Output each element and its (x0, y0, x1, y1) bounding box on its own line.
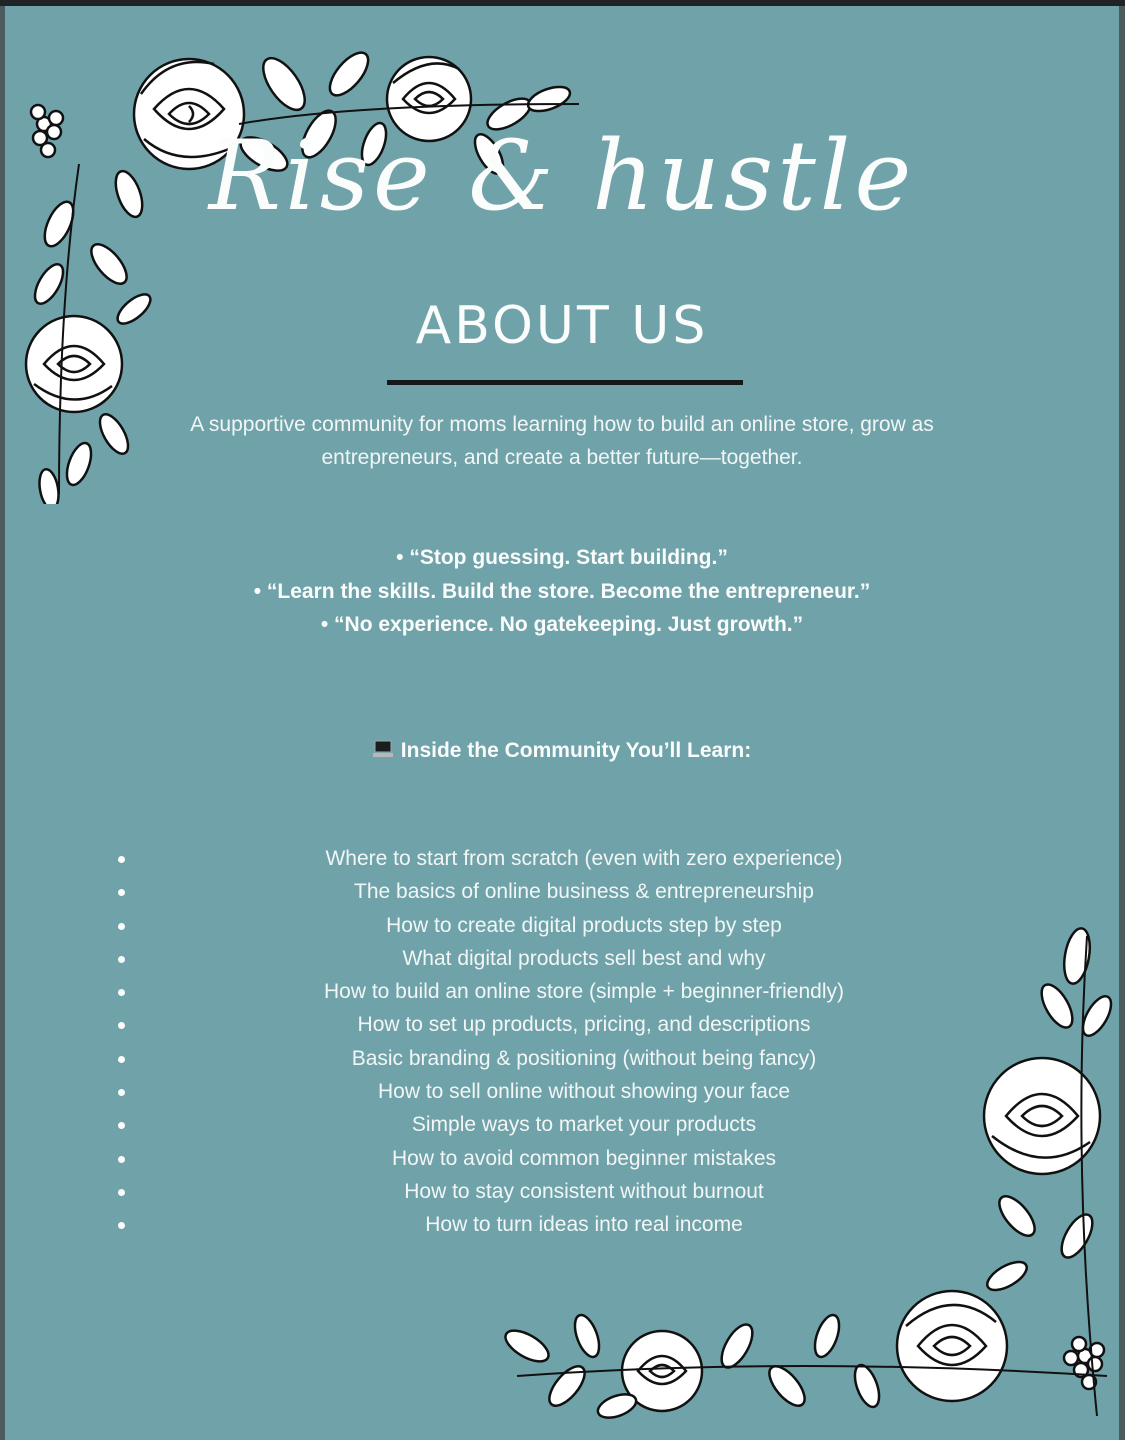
learn-heading-text: Inside the Community You’ll Learn: (400, 739, 752, 762)
list-item (5, 1208, 1119, 1241)
bullet (118, 989, 125, 996)
bullet (118, 956, 125, 963)
list-item (5, 1075, 1119, 1108)
bullet (118, 889, 125, 896)
list-item (5, 975, 1119, 1008)
list-item-text: How to set up products, pricing, and descriptions (357, 1013, 811, 1037)
laptop-icon (373, 739, 393, 759)
bullet (118, 1122, 125, 1129)
list-item (5, 1175, 1119, 1208)
list-item-text: How to create digital products step by step (386, 913, 782, 937)
bullet (118, 923, 125, 930)
bullet (118, 856, 125, 863)
about-card (5, 6, 1119, 1440)
list-item-text: The basics of online business & entrepreneurship (354, 880, 814, 904)
list-item (5, 875, 1119, 908)
tagline: • “No experience. No gatekeeping. Just growth.” (320, 613, 804, 636)
list-item (5, 909, 1119, 942)
tagline-list (5, 541, 1119, 642)
list-item-text: How to avoid common beginner mistakes (391, 1146, 776, 1170)
list-item (5, 1142, 1119, 1175)
list-item-text: How to turn ideas into real income (425, 1213, 743, 1237)
flower-cluster-icon (1064, 1337, 1104, 1389)
list-item-text: What digital products sell best and why (402, 946, 766, 970)
list-item (5, 1108, 1119, 1141)
list-item-text: Basic branding & positioning (without being fancy) (351, 1046, 817, 1070)
bullet (118, 1056, 125, 1063)
list-item-text: How to stay consistent without burnout (404, 1179, 764, 1203)
list-item-text: How to sell online without showing your face (377, 1080, 791, 1104)
title-underline (387, 380, 743, 385)
intro-paragraph: A supportive community for moms learning how to build an online store, grow as entrepreneurs, and create a better future—together. (190, 413, 934, 469)
brand-script-title: Rise & hustle (208, 120, 916, 232)
bullet (118, 1022, 125, 1029)
bullet (118, 1189, 125, 1196)
bullet (118, 1089, 125, 1096)
tagline: • “Stop guessing. Start building.” (396, 546, 728, 569)
page-title: ABOUT US (415, 296, 709, 356)
list-item (5, 842, 1119, 875)
bullet (118, 1222, 125, 1229)
rose-icon (897, 1291, 1007, 1401)
list-item-text: Simple ways to market your products (411, 1113, 757, 1137)
tagline: • “Learn the skills. Build the store. Become the entrepreneur.” (253, 579, 871, 603)
list-item (5, 942, 1119, 975)
learn-section-heading (5, 739, 1119, 763)
bullet (118, 1156, 125, 1163)
list-item-text: Where to start from scratch (even with zero experience) (325, 847, 843, 870)
list-item (5, 1008, 1119, 1041)
list-item-text: How to build an online store (simple + beginner-friendly) (323, 980, 845, 1004)
list-item (5, 1042, 1119, 1075)
learn-list (5, 842, 1119, 1242)
